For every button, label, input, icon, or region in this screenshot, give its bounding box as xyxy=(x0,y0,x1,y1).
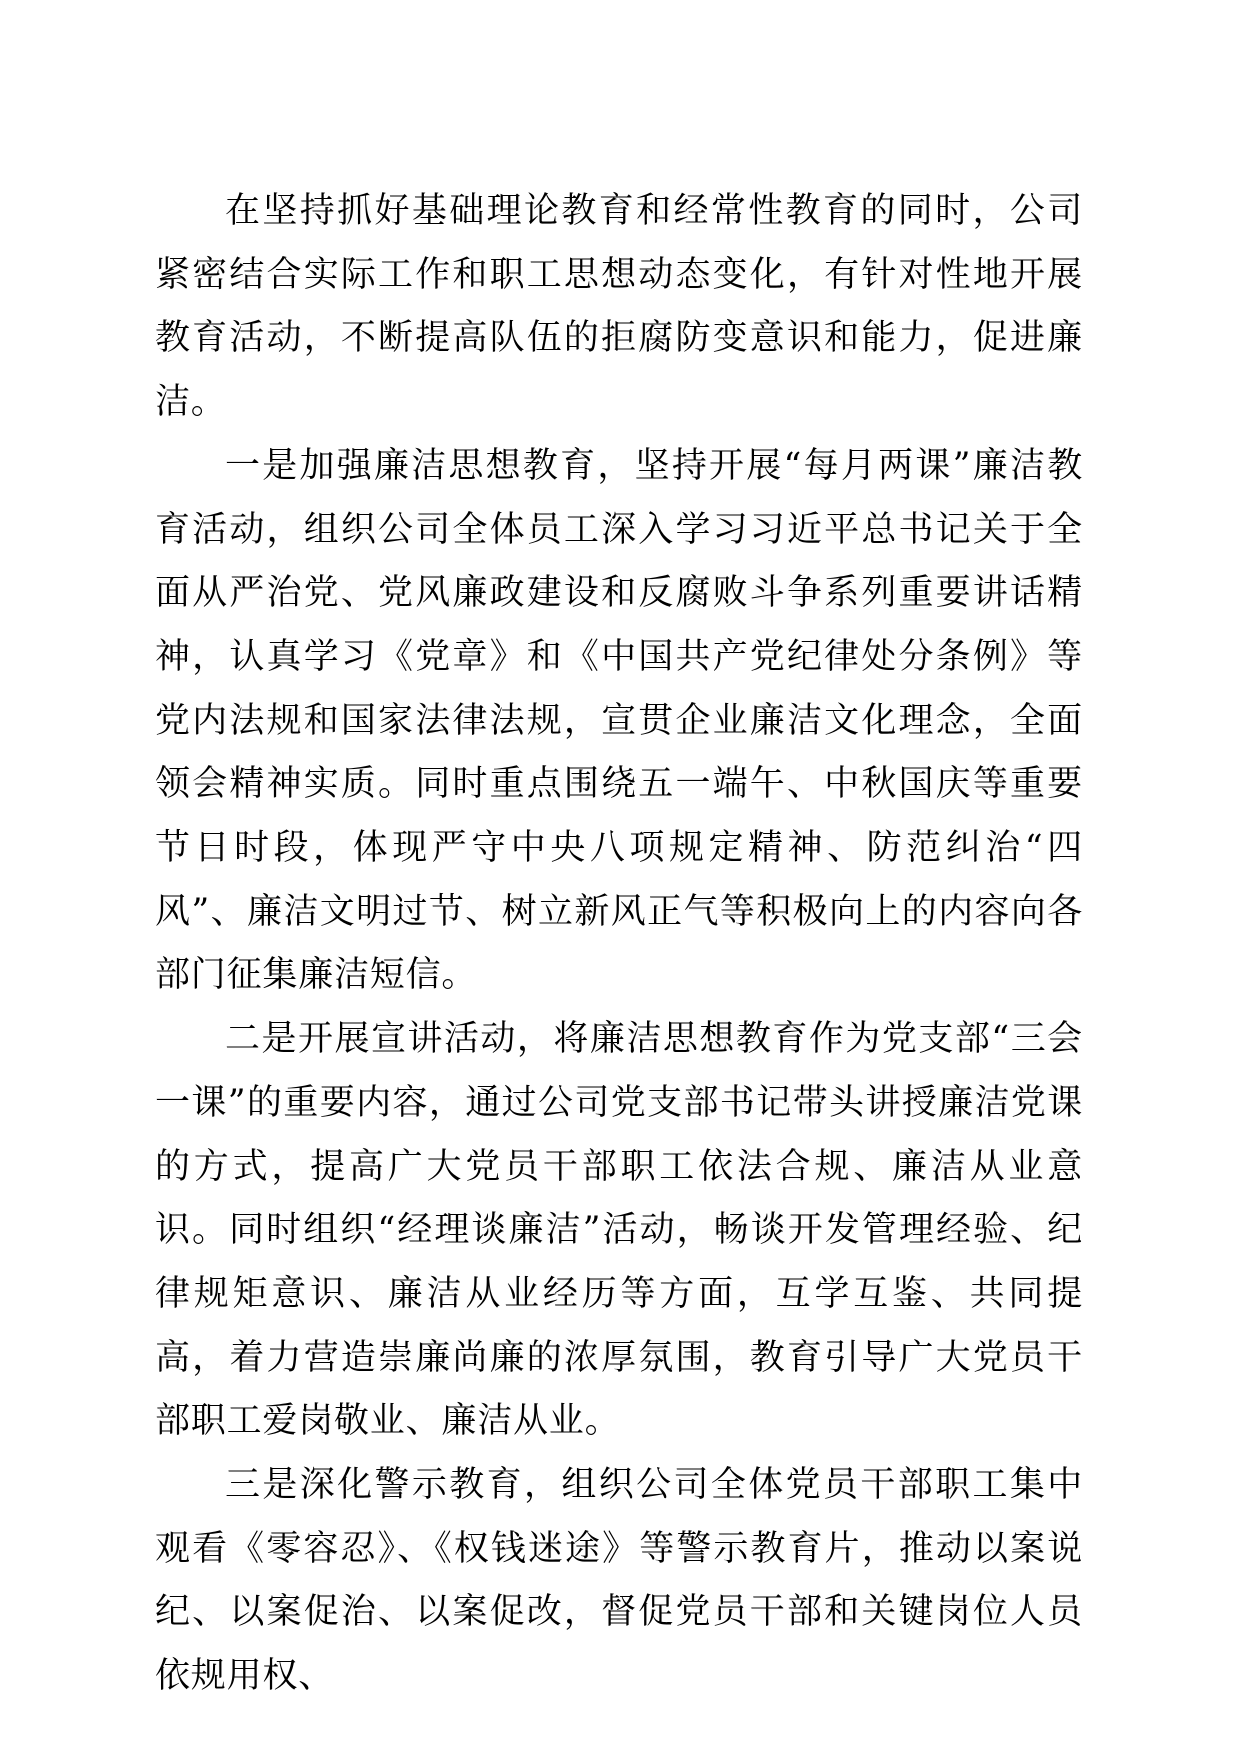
paragraph-point-two: 二是开展宣讲活动，将廉洁思想教育作为党支部“三会一课”的重要内容，通过公司党支部书记带头讲授廉洁党课的方式，提高广大党员干部职工依法合规、廉洁从业意识。同时组织“经理谈廉洁”活动，畅谈开发管理经验、纪律规矩意识、廉洁从业经历等方面，互学互鉴、共同提高，着力营造崇廉尚廉的浓厚氛围，教育引导广大党员干部职工爱岗敬业、廉洁从业。 xyxy=(155,1019,1083,1442)
document-body xyxy=(155,180,1083,1709)
paragraph-intro: 在坚持抓好基础理论教育和经常性教育的同时，公司紧密结合实际工作和职工思想动态变化，有针对性地开展教育活动，不断提高队伍的拒腐防变意识和能力，促进廉洁。 xyxy=(155,191,1083,423)
paragraph-point-three: 三是深化警示教育，组织公司全体党员干部职工集中观看《零容忍》、《权钱迷途》等警示教育片，推动以案说纪、以案促治、以案促改，督促党员干部和关键岗位人员依规用权、 xyxy=(155,1465,1083,1697)
paragraph-point-one: 一是加强廉洁思想教育，坚持开展“每月两课”廉洁教育活动，组织公司全体员工深入学习习近平总书记关于全面从严治党、党风廉政建设和反腐败斗争系列重要讲话精神，认真学习《党章》和《中国共产党纪律处分条例》等党内法规和国家法律法规，宣贯企业廉洁文化理念，全面领会精神实质。同时重点围绕五一端午、中秋国庆等重要节日时段，体现严守中央八项规定精神、防范纠治“四风”、廉洁文明过节、树立新风正气等积极向上的内容向各部门征集廉洁短信。 xyxy=(155,445,1083,996)
